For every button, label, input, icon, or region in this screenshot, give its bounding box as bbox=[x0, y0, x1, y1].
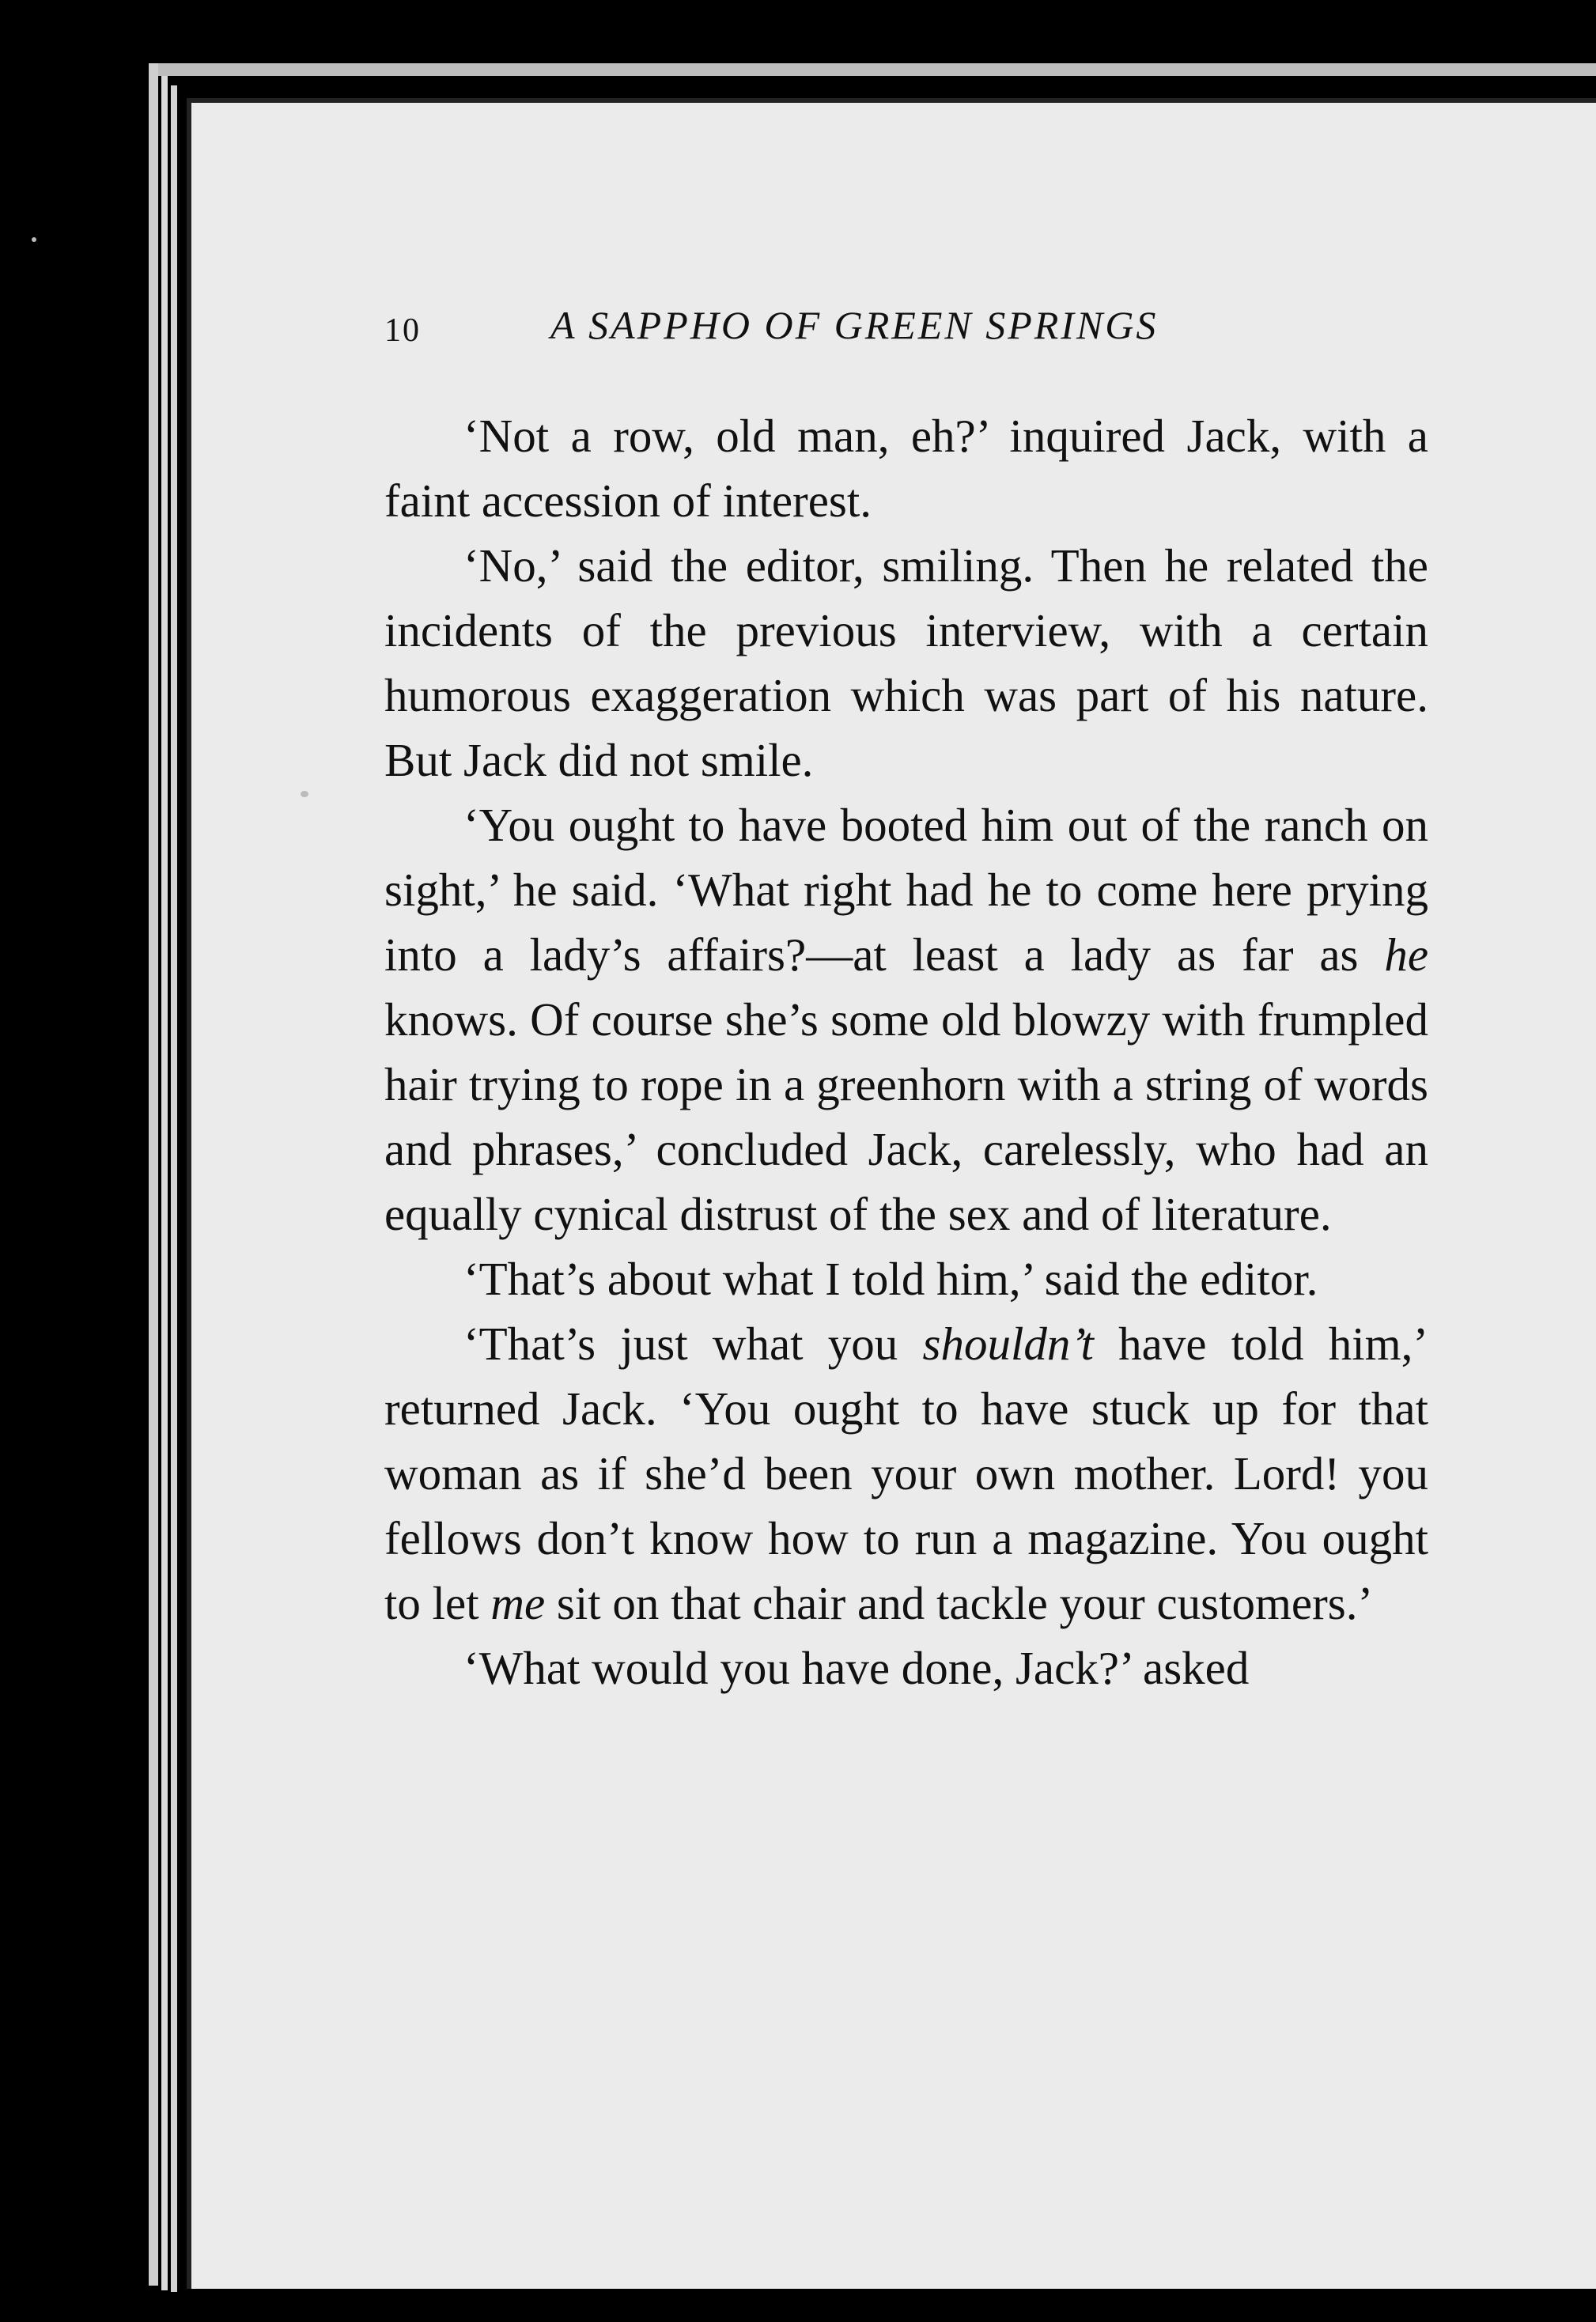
page-number: 10 bbox=[384, 312, 421, 349]
text-run: sit on that chair and tackle your customers.’ bbox=[545, 1577, 1374, 1629]
text-run: have told him,’ returned Jack. ‘You ought to have stuck up for that woman as if she’d been your own mother. Lord! you fellows don’t know how to run a magazine. You ought to let bbox=[384, 1318, 1428, 1629]
page-edge-top bbox=[149, 63, 1596, 76]
text-run: ‘You ought to have booted him out of the ranch on sight,’ he said. ‘What right had he to come here prying into a lady’s affairs?—at least a lady as far as bbox=[384, 799, 1428, 981]
italic-text: he bbox=[1384, 928, 1428, 981]
page-edge-1 bbox=[149, 63, 158, 2286]
running-header bbox=[384, 302, 1270, 357]
page-edge-3 bbox=[171, 85, 177, 2292]
paragraph bbox=[384, 1246, 1428, 1311]
paragraph bbox=[384, 533, 1428, 792]
text-run: knows. Of course she’s some old blowzy with frumpled hair trying to rope in a greenhorn with a string of words and phrases,’ concluded Jack, carelessly, who had an equally cynical distrust of the sex and of literature. bbox=[384, 993, 1428, 1240]
paragraph bbox=[384, 792, 1428, 1246]
text-run: ‘No,’ said the editor, smiling. Then he related the incidents of the previous interview, with a certain humorous exaggeration which was part of his nature. But Jack did not smile. bbox=[384, 539, 1428, 786]
text-run: ‘Not a row, old man, eh?’ inquired Jack, with a faint accession of interest. bbox=[384, 410, 1428, 527]
paragraph bbox=[384, 403, 1428, 533]
scan-speck bbox=[32, 237, 36, 242]
page-edge-2 bbox=[161, 76, 168, 2290]
text-run: ‘That’s about what I told him,’ said the editor. bbox=[463, 1253, 1318, 1305]
text-run: ‘That’s just what you bbox=[463, 1318, 923, 1370]
paragraph bbox=[384, 1311, 1428, 1636]
italic-text: shouldn’t bbox=[922, 1318, 1094, 1370]
text-run: ‘What would you have done, Jack?’ asked bbox=[463, 1642, 1250, 1694]
running-title: A SAPPHO OF GREEN SPRINGS bbox=[550, 303, 1159, 347]
paragraph bbox=[384, 1636, 1428, 1700]
scan-speck bbox=[301, 791, 308, 797]
italic-text: me bbox=[490, 1577, 546, 1629]
body-text bbox=[384, 403, 1428, 1700]
